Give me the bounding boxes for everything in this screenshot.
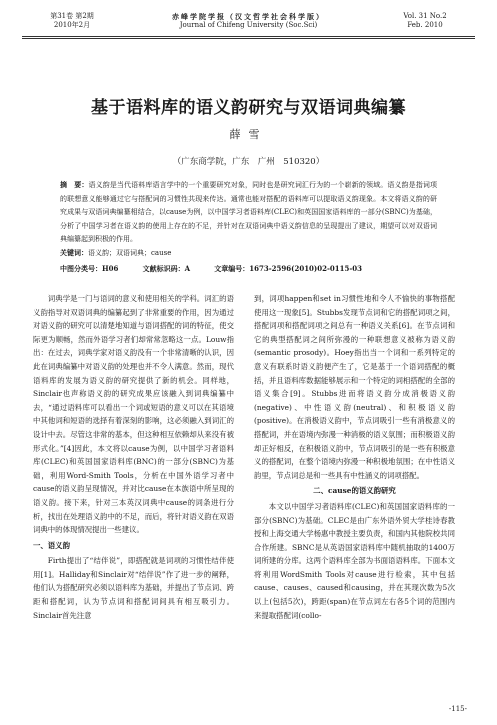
volume-cn: 第31卷 第2期 — [50, 12, 94, 20]
author-affiliation: （广东商学院，广东 广州 510320） — [172, 157, 325, 167]
abstract-text: 语义韵是当代语料库语言学中的一个重要研究对象，同时也是研究词汇行为的一个崭新的领域。语义韵是指词项的联想意义能够通过它与搭配词的习惯性共现来传达。通常也能对搭配的语料库可以提取语义韵现象。本文将语义韵的研究成果与双语词典编纂相结合，以cause为例，以中国学习者语料库(CLEC)和英国国家语料库的一部分(SBNC)为基础，分析了中国学习者在语义韵的使用上存在的不足，并针对在双语词典中语义韵信息的呈现提出了建议，期望可以对双语词典编纂起到积极的作用。 — [60, 181, 438, 243]
journal-name-cn: 赤峰学院学报（汉文哲学社会科学版） — [172, 12, 325, 21]
paragraph: Firth提出了“结伴说”，即搭配就是词项的习惯性结伴使用[1]。Halliday和Sinclair对“结伴说”作了进一步的阐释，他们认为搭配研究必须以语料库为基础，并提出了节点词、跨距和搭配词，认为节点词和搭配词间具有相互吸引力。Sinclair首先注意 — [33, 556, 234, 620]
abstract-label: 摘 要： — [60, 180, 89, 189]
header-rule-bottom — [22, 38, 475, 39]
volume-en: Vol. 31 No.2 — [403, 12, 447, 20]
clc-number: 中图分类号：H06 — [60, 264, 119, 273]
keywords-label: 关键词： — [60, 248, 88, 257]
section-heading: 一、语义韵 — [33, 540, 70, 550]
classification-line — [60, 264, 437, 274]
right-column — [254, 292, 455, 622]
paragraph: 到，词项happen和set in习惯性地和令人不愉快的事物搭配使用这一现象[5]。Stubbs发现节点词和它的搭配词项之间，搭配词项和搭配词项之间总有一种语义关系[6]。在节点词和它的典型搭配词之间所弥漫的一种联想意义被称为语义韵(semantic prosody)。Hoey指出当一个词和一系列特定的意义有联系时语义韵便产生了，它是基于一个语词搭配的概括，并且语料库数据能够展示和一个特定的词相搭配的全部的语义集合[9]。Stubbs进而将语义韵分成消极语义韵(negative)、中性语义韵(neutral)、和积极语义韵(positive)。在消极语义韵中，节点词吸引一些有消极意义的搭配词，并在语境内弥漫一种消极的语义氛围；而积极语义韵却正好相反，在积极语义韵中，节点词吸引的是一些有积极意义的搭配词，在整个语境内弥漫一种积极地氛围；在中性语义韵里，节点词总是和一些具有中性涵义的词项搭配。 — [254, 294, 455, 480]
abstract — [60, 178, 437, 247]
date-en: Feb. 2010 — [407, 21, 443, 29]
journal-name-en: Journal of Chifeng University (Soc.Sci) — [179, 21, 318, 29]
article-title: 基于语料库的语义韵研究与双语词典编纂 — [91, 98, 406, 118]
header-right — [385, 12, 465, 30]
keywords — [60, 248, 437, 258]
header-rule-top — [22, 36, 475, 37]
page-number: -115- — [448, 705, 467, 713]
date-cn: 2010年2月 — [53, 21, 91, 29]
section-heading: 二、cause的语义韵研究 — [313, 486, 396, 496]
paragraph: 本文以中国学习者语料库(CLEC)和英国国家语料库的一部分(SBNC)为基础。CLEC是由广东外语外贸大学桂诗春教授和上海交通大学杨惠中教授主要负责，和国内其他院校共同合作所建。SBNC是从英语国家语料库中随机抽取的1400万词所建的分库。这两个语料库全部为书面语语料库。下面本文将利用WordSmith Tools对cause进行检索，其中包括cause、causes、caused和causing，并在其现次数为5次以上(包括5次)，跨距(span)在节点词左右各5个词的范围内来提取搭配词(collo- — [254, 501, 455, 620]
document-code: 文献标识码：A — [142, 264, 191, 273]
article-number: 文章编号：1673-2596(2010)02-0115-03 — [214, 264, 363, 273]
left-column — [33, 292, 234, 622]
keywords-text: 语义韵；双语词典；cause — [88, 249, 172, 257]
paragraph: 词典学是一门与语词的意义和使用相关的学科。词汇的语义韵指导对双语词典的编纂起到了非常重要的作用，因为通过对语义韵的研究可以清楚地知道与语词搭配的词的特征，使交际更为顺畅，然而外语学习者们却常常忽略这一点。Louw指出：在过去，词典学家对语义韵没有一个非常清晰的认识，因此在词典编纂中对语义韵的处理也并不令人满意。然而，现代语料库的发展为语义韵的研究提供了新的机会。同样地，Sinclair也声称语义韵的研究成果应该融入到词典编纂中去，“通过语料库可以看出一个词或短语的意义可以在其语境中其他词和短语的选择有着深刻的影响，这必须融入到词汇的设计中去。尽管这非常的基本，但这种相互依赖却从来没有被形式化。”[4]因此，本文将以cause为例，以中国学习者语料库(CLEC)和英国国家语料库(BNC)的一部分(SBNC)为基础，利用Word-Smith Tools，分析在中国外语学习者中cause的语义韵呈现情况，并对比cause在本族语中所呈现的语义韵。接下来，针对三本英汉词典中cause的词条进行分析，找出在处理语义韵中的不足，而后，将针对语义韵在双语词典中的体现情况提出一些建议。 — [33, 294, 234, 535]
author-name: 薛雪 — [229, 128, 268, 141]
